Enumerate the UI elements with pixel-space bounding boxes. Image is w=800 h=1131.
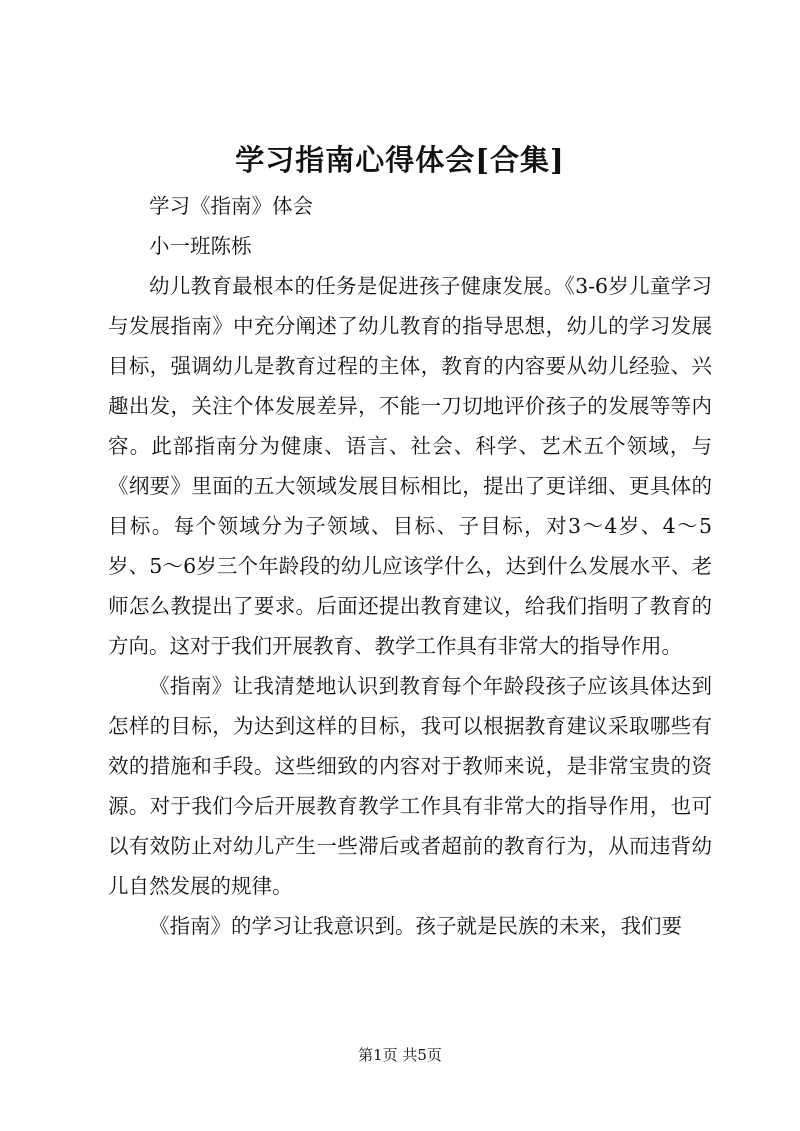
paragraph: 《指南》让我清楚地认识到教育每个年龄段孩子应该具体达到怎样的目标，为达到这样的目标，我可以根据教育建议采取哪些有效的措施和手段。这些细致的内容对于教师来说，是非常宝贵的资源。对于我们今后开展教育教学工作具有非常大的指导作用，也可以有效防止对幼儿产生一些滞后或者超前的教育行为，从而违背幼儿自然发展的规律。 <box>108 674 712 898</box>
author-line: 小一班陈栎 <box>149 234 252 258</box>
document-body <box>108 186 712 946</box>
paragraph: 幼儿教育最根本的任务是促进孩子健康发展。《3-6岁儿童学习与发展指南》中充分阐述了幼儿教育的指导思想，幼儿的学习发展目标，强调幼儿是教育过程的主体，教育的内容要从幼儿经验、兴趣出发，关注个体发展差异，不能一刀切地评价孩子的发展等等内容。此部指南分为健康、语言、社会、科学、艺术五个领域，与《纲要》里面的五大领域发展目标相比，提出了更详细、更具体的目标。每个领域分为子领域、目标、子目标，对3～4岁、4～5岁、5～6岁三个年龄段的幼儿应该学什么，达到什么发展水平、老师怎么教提出了要求。后面还提出教育建议，给我们指明了教育的方向。这对于我们开展教育、教学工作具有非常大的指导作用。 <box>108 274 712 658</box>
section-heading: 学习《指南》体会 <box>149 194 313 218</box>
document-title: 学习指南心得体会[合集] <box>235 143 565 177</box>
paragraph: 《指南》的学习让我意识到。孩子就是民族的未来，我们要 <box>149 914 682 938</box>
page-footer: 第1页 共5页 <box>358 1046 442 1064</box>
